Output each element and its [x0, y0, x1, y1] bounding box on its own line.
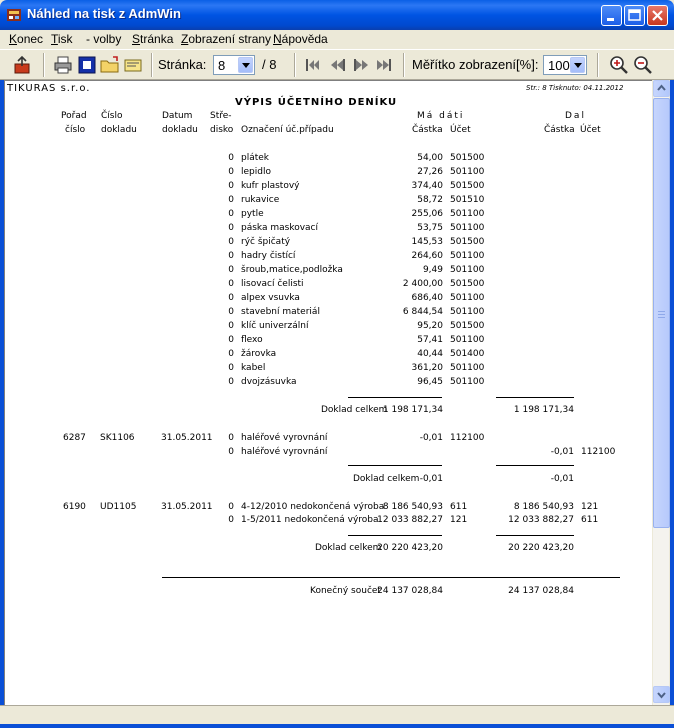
row-md-account: 501100	[450, 335, 485, 345]
row-stredisko: 0	[228, 502, 234, 512]
row-stredisko: 0	[228, 321, 234, 331]
row-dal-account: 112100	[581, 447, 616, 457]
row-dal-amount: -0,01	[550, 447, 574, 457]
row-md-amount: 255,06	[411, 209, 443, 219]
grand-total-label: Konečný součet	[310, 586, 381, 596]
report-title: VÝPIS ÚČETNÍHO DENÍKU	[235, 97, 398, 108]
row-md-account: 501100	[450, 209, 485, 219]
header-doklad: Číslo	[101, 111, 123, 121]
zoom-in-icon[interactable]	[608, 54, 630, 76]
vertical-scrollbar[interactable]	[652, 80, 669, 705]
header-oznaceni: Označení úč.případu	[241, 125, 334, 135]
doc-total-dal: 20 220 423,20	[508, 543, 574, 553]
header-dal: Dal	[565, 111, 586, 121]
row-description: plátek	[241, 153, 270, 163]
row-stredisko: 0	[228, 335, 234, 345]
company-name: TIKURAS s.r.o.	[7, 83, 91, 94]
maximize-button[interactable]	[624, 5, 645, 26]
header-stredisko-2: disko	[210, 125, 234, 135]
row-description: žárovka	[241, 349, 277, 359]
row-description: dvojzásuvka	[241, 377, 297, 387]
toolbar	[0, 49, 674, 80]
close-icon	[648, 6, 667, 25]
row-dal-account: 611	[581, 515, 599, 525]
doc-total-dal: -0,01	[550, 474, 574, 484]
row-md-amount: 96,45	[417, 377, 443, 387]
envelope-icon[interactable]	[122, 54, 144, 76]
scroll-down-button[interactable]	[653, 686, 670, 703]
toolbar-separator	[151, 53, 153, 77]
row-md-amount: 53,75	[417, 223, 443, 233]
subtotal-rule	[348, 535, 442, 536]
row-stredisko: 0	[228, 181, 234, 191]
header-poradi: Pořad	[61, 111, 87, 121]
doc-total-label: Doklad celkem	[315, 543, 382, 553]
scroll-thumb[interactable]	[653, 98, 670, 528]
print-preview-page	[4, 80, 652, 705]
subtotal-rule	[348, 465, 442, 466]
exit-icon[interactable]	[12, 54, 34, 76]
row-stredisko: 0	[228, 433, 234, 443]
row-md-account: 501500	[450, 321, 485, 331]
row-description: haléřové vyrovnání	[241, 433, 328, 443]
page-label: Stránka:	[158, 57, 207, 72]
row-md-amount: 12 033 882,27	[377, 515, 443, 525]
doc-number: SK1106	[100, 433, 135, 443]
menu-tisk[interactable]: Tisk	[51, 32, 73, 46]
arrow-down-icon	[654, 687, 669, 702]
doc-poradi: 6190	[63, 502, 86, 512]
row-stredisko: 0	[228, 153, 234, 163]
row-description: flexo	[241, 335, 263, 345]
app-icon	[6, 7, 22, 23]
row-md-amount: 145,53	[411, 237, 443, 247]
row-md-amount: 58,72	[417, 195, 443, 205]
row-md-amount: 40,44	[417, 349, 443, 359]
row-description: pytle	[241, 209, 264, 219]
row-stredisko: 0	[228, 279, 234, 289]
maximize-icon	[625, 6, 644, 25]
row-md-account: 501100	[450, 223, 485, 233]
doc-date: 31.05.2011	[161, 502, 213, 512]
window-frame-right	[670, 30, 674, 728]
doc-total-label: Doklad celkem	[321, 405, 388, 415]
row-md-amount: -0,01	[419, 433, 443, 443]
row-description: šroub,matice,podložka	[241, 265, 343, 275]
title-bar	[0, 0, 674, 30]
row-dal-amount: 8 186 540,93	[513, 502, 574, 512]
row-md-amount: 9,49	[422, 265, 443, 275]
row-description: rukavice	[241, 195, 280, 205]
page-select[interactable]: 8	[213, 55, 255, 75]
header-datum-2: dokladu	[162, 125, 198, 135]
row-stredisko: 0	[228, 251, 234, 261]
row-description: páska maskovací	[241, 223, 319, 233]
minimize-button[interactable]	[601, 5, 622, 26]
header-datum: Datum	[162, 111, 193, 121]
print-icon[interactable]	[52, 54, 74, 76]
menu-volby[interactable]: - volby	[86, 32, 122, 46]
row-md-amount: 6 844,54	[402, 307, 443, 317]
last-page-icon[interactable]	[373, 54, 395, 76]
page-total: / 8	[262, 57, 277, 72]
row-md-account: 501100	[450, 265, 485, 275]
header-stredisko: Stře-	[210, 111, 232, 121]
zoom-label: Měřítko zobrazení[%]:	[412, 57, 539, 72]
doc-total-dal: 1 198 171,34	[513, 405, 574, 415]
arrow-up-icon	[654, 81, 669, 96]
row-description: 1-5/2011 nedokončená výroba	[241, 515, 379, 525]
toolbar-separator	[43, 53, 45, 77]
toolbar-separator	[294, 53, 296, 77]
menu-bar	[0, 30, 674, 49]
row-stredisko: 0	[228, 237, 234, 247]
doc-number: UD1105	[100, 502, 137, 512]
window-title: Náhled na tisk z AdmWin	[27, 6, 181, 21]
row-stredisko: 0	[228, 195, 234, 205]
grand-total-rule	[162, 577, 620, 578]
doc-poradi: 6287	[63, 433, 86, 443]
row-md-amount: 2 400,00	[402, 279, 443, 289]
scroll-up-button[interactable]	[653, 80, 670, 97]
row-md-account: 501400	[450, 349, 485, 359]
doc-total-md: 20 220 423,20	[377, 543, 443, 553]
row-description: lisovací čelisti	[241, 279, 304, 289]
row-md-account: 501100	[450, 363, 485, 373]
row-md-amount: 264,60	[411, 251, 443, 261]
row-description: 4-12/2010 nedokončená výroba	[241, 502, 385, 512]
row-stredisko: 0	[228, 293, 234, 303]
row-stredisko: 0	[228, 363, 234, 373]
row-md-amount: 361,20	[411, 363, 443, 373]
row-md-amount: 374,40	[411, 181, 443, 191]
row-md-account: 501100	[450, 377, 485, 387]
open-folder-icon[interactable]	[99, 54, 121, 76]
row-md-account: 501100	[450, 251, 485, 261]
header-poradi-2: číslo	[65, 125, 86, 135]
toolbar-separator	[403, 53, 405, 77]
close-button[interactable]	[647, 5, 668, 26]
row-md-account: 112100	[450, 433, 485, 443]
row-md-amount: 686,40	[411, 293, 443, 303]
row-md-amount: 57,41	[417, 335, 443, 345]
row-description: rýč špičatý	[241, 237, 291, 247]
row-description: stavební materiál	[241, 307, 320, 317]
doc-date: 31.05.2011	[161, 433, 213, 443]
subtotal-rule	[348, 397, 442, 398]
dropdown-arrow-icon[interactable]	[238, 57, 253, 73]
row-md-account: 501100	[450, 293, 485, 303]
first-page-icon[interactable]	[302, 54, 324, 76]
grand-total-dal: 24 137 028,84	[508, 586, 574, 596]
row-md-amount: 8 186 540,93	[382, 502, 443, 512]
menu-stranka[interactable]: Stránka	[132, 32, 174, 46]
row-stredisko: 0	[228, 349, 234, 359]
doc-total-md: -0,01	[419, 474, 443, 484]
row-md-amount: 27,26	[417, 167, 443, 177]
row-md-account: 501500	[450, 279, 485, 289]
row-dal-account: 121	[581, 502, 599, 512]
row-stredisko: 0	[228, 265, 234, 275]
row-description: alpex vsuvka	[241, 293, 300, 303]
menu-napoveda[interactable]: Nápověda	[273, 32, 328, 46]
page-info: Str.: 8 Tisknuto: 04.11.2012	[526, 84, 624, 92]
row-stredisko: 0	[228, 209, 234, 219]
header-doklad-2: dokladu	[101, 125, 137, 135]
dropdown-arrow-icon[interactable]	[570, 57, 585, 73]
subtotal-rule	[496, 535, 574, 536]
row-md-account: 501100	[450, 307, 485, 317]
print-setup-icon[interactable]	[76, 54, 98, 76]
header-dal-ucet: Účet	[580, 125, 601, 135]
row-md-account: 121	[450, 515, 468, 525]
row-dal-amount: 12 033 882,27	[508, 515, 574, 525]
row-md-account: 501510	[450, 195, 485, 205]
row-description: kufr plastový	[241, 181, 300, 191]
menu-zobrazeni-strany[interactable]: Zobrazení strany	[181, 32, 272, 46]
header-md-castka: Částka	[412, 125, 443, 135]
row-stredisko: 0	[228, 377, 234, 387]
row-md-account: 501500	[450, 237, 485, 247]
row-description: hadry čistící	[241, 251, 296, 261]
header-md: Má dáti	[417, 111, 465, 121]
doc-total-md: 1 198 171,34	[382, 405, 443, 415]
row-description: lepidlo	[241, 167, 271, 177]
row-stredisko: 0	[228, 167, 234, 177]
row-md-account: 501500	[450, 153, 485, 163]
row-stredisko: 0	[228, 223, 234, 233]
doc-total-label: Doklad celkem	[353, 474, 420, 484]
zoom-out-icon[interactable]	[632, 54, 654, 76]
row-stredisko: 0	[228, 515, 234, 525]
previous-page-icon[interactable]	[327, 54, 349, 76]
row-stredisko: 0	[228, 307, 234, 317]
subtotal-rule	[496, 397, 574, 398]
header-md-ucet: Účet	[450, 125, 471, 135]
row-md-amount: 54,00	[417, 153, 443, 163]
grand-total-md: 24 137 028,84	[377, 586, 443, 596]
row-md-amount: 95,20	[417, 321, 443, 331]
row-md-account: 501100	[450, 167, 485, 177]
row-description: haléřové vyrovnání	[241, 447, 328, 457]
menu-konec[interactable]: Konec	[9, 32, 44, 46]
row-description: klíč univerzální	[241, 321, 309, 331]
window-frame-bottom	[0, 724, 674, 728]
row-md-account: 611	[450, 502, 468, 512]
row-description: kabel	[241, 363, 266, 373]
toolbar-separator	[597, 53, 599, 77]
next-page-icon[interactable]	[350, 54, 372, 76]
zoom-select[interactable]: 100	[543, 55, 587, 75]
row-stredisko: 0	[228, 447, 234, 457]
minimize-icon	[602, 6, 621, 25]
header-dal-castka: Částka	[544, 125, 575, 135]
subtotal-rule	[496, 465, 574, 466]
row-md-account: 501500	[450, 181, 485, 191]
